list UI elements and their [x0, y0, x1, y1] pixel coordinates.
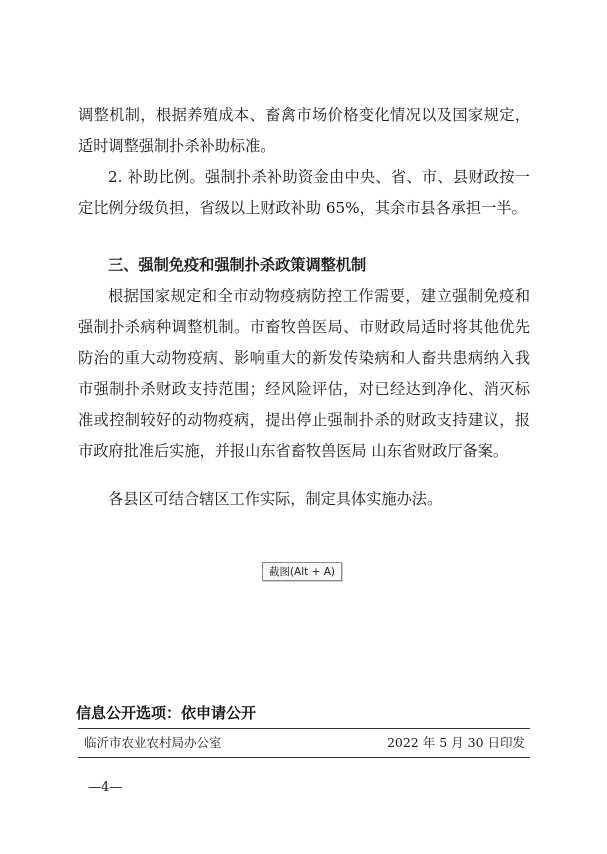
footer-top-rule [78, 728, 530, 729]
page-number: —4— [88, 780, 123, 795]
issuing-office: 临沂市农业农村局办公室 [84, 735, 222, 750]
disclosure-option: 信息公开选项：依申请公开 [76, 704, 257, 722]
issue-date: 2022 年 5 月 30 日印发 [386, 735, 525, 750]
section-heading-3: 三、强制免疫和强制扑杀政策调整机制 [108, 256, 367, 274]
footer-bottom-rule [78, 757, 530, 758]
screenshot-button[interactable]: 截图(Alt + A) [262, 562, 342, 581]
paragraph-adjustment-mechanism: 调整机制，根据养殖成本、畜禽市场价格变化情况以及国家规定，适时调整强制扑杀补助标准。 [78, 106, 530, 155]
paragraph-county-implementation: 各县区可结合辖区工作实际，制定具体实施办法。 [108, 490, 443, 508]
paragraph-subsidy-ratio: 2. 补助比例。强制扑杀补助资金由中央、省、市、县财政按一定比例分级负担，省级以上财政补助 65%，其余市县各承担一半。 [78, 168, 530, 217]
paragraph-policy-adjustment: 根据国家规定和全市动物疫病防控工作需要，建立强制免疫和强制扑杀病种调整机制。市畜牧兽医局、市财政局适时将其他优先防治的重大动物疫病、影响重大的新发传染病和人畜共患病纳入我市强制扑杀财政支持范围；经风险评估，对已经达到净化、消灭标准或控制较好的动物疫病，提出停止强制扑杀的财政支持建议，报市政府批准后实施，并报山东省畜牧兽医局 山东省财政厅备案。 [78, 287, 530, 460]
